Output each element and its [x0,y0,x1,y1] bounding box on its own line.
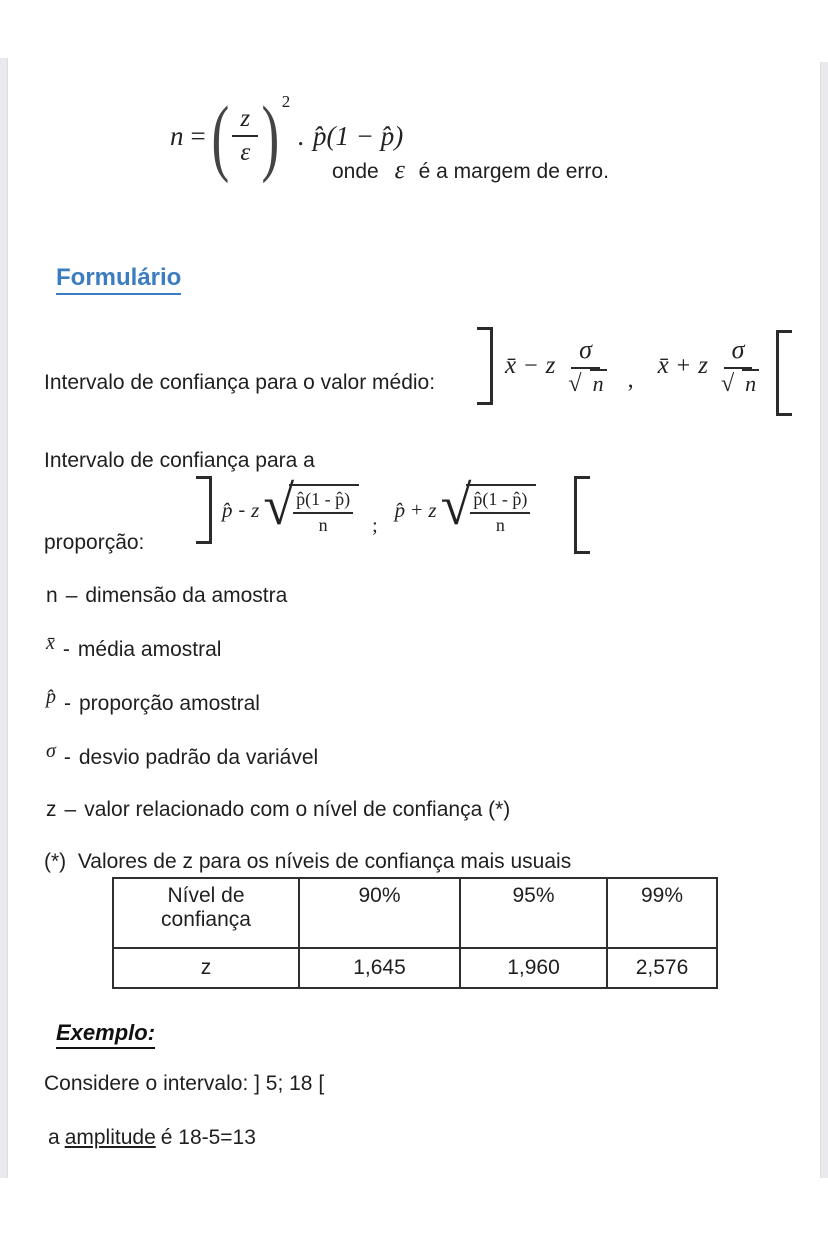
symbol-sigma: σ [46,740,56,762]
cell-z-90: 1,645 [299,948,460,988]
header-90: 90% [299,878,460,948]
epsilon-symbol: ε [394,155,405,184]
close-interval-bracket [776,330,792,416]
sample-size-formula: n = ( $\frac{z}{\varepsilon}$ ) 2 . p̂(1 − p̂) [170,88,404,184]
p-hat: p̂ [394,497,406,522]
prop-interval-label-line1: Intervalo de confiança para a [44,449,315,472]
amplitude-prefix: a [48,1126,60,1149]
radical-sign: √ [263,475,295,537]
minus-sign: - [238,498,246,521]
p-hat-expression: p̂(1 − p̂) [313,120,404,151]
radicand-denominator: n [495,515,505,535]
sqrt-p-expression [440,475,537,537]
definition-text: média amostral [77,638,222,661]
symbol-n: n [46,584,58,607]
open-interval-bracket [477,327,493,405]
cell-z-99: 2,576 [607,948,717,988]
margin-of-error-note [332,155,609,185]
radicand-denominator: n [318,515,328,535]
prop-upper-bound [393,475,539,537]
section-heading: Formulário [56,264,181,295]
radicand-numerator: p̂(1 - p̂) [470,489,530,514]
section-heading-wrap [56,264,181,295]
prop-interval-formula [196,466,590,554]
minus-sign: − [524,352,538,379]
z-table-caption: (*) Valores de z para os níveis de confiança mais usuais [44,850,572,873]
page-gutter-left [0,58,8,1178]
plus-sign: + [411,498,423,521]
definition-sigma: σ - desvio padrão da variável [46,740,319,769]
z-over-epsilon-fraction [232,105,258,167]
p-hat: p̂ [222,497,233,522]
example-interval-line: Considere o intervalo: ] 5; 18 [ [44,1072,325,1095]
definition-text: valor relacionado com o nível de confiança (*) [84,798,511,821]
equals-sign: = [190,120,206,151]
mean-lower-bound [503,335,614,398]
sigma-over-sqrt-n: $\frac{\sigma}{√ n}$ [715,335,761,398]
radical-sign: √ [720,370,735,397]
z-coef: z [545,352,556,379]
z-coef: z [428,497,437,522]
definition-p-hat: p̂ - proporção amostral [46,686,260,715]
definition-text: proporção amostral [79,692,260,715]
x-bar: x̄ [505,352,517,379]
note-word: onde [332,160,379,183]
radical-sign: √ [440,475,472,537]
definition-z: z – valor relacionado com o nível de confiança (*) [46,798,511,821]
formula-lhs: n [170,120,184,151]
example-heading-wrap [56,1020,155,1049]
definition-n: n – dimensão da amostra [46,584,288,607]
mean-interval-label: Intervalo de confiança para o valor médio: [44,371,436,394]
plus-sign: + [676,352,691,379]
symbol-p-hat: p̂ [46,686,56,708]
symbol-x-bar: x̄ [46,632,55,654]
definition-text: dimensão da amostra [85,584,288,607]
sigma-over-sqrt-n: $\frac{\sigma}{√ n}$ [562,335,608,398]
fraction-numerator: z [232,105,258,137]
cell-z-label: z [113,948,299,988]
z-coef: z [698,352,708,379]
multiplication-dot: . [297,120,304,151]
table-header-row [113,878,717,948]
mean-upper-bound [656,335,767,398]
definition-x-bar: x̄ - média amostral [46,632,222,661]
symbol-z: z [46,798,57,821]
sqrt-p-expression [263,475,359,537]
semicolon-separator: ; [372,514,378,537]
example-amplitude-line [48,1126,256,1150]
prop-interval-label-line2: proporção: [44,531,145,554]
note-rest: é a margem de erro. [418,160,609,183]
cell-z-95: 1,960 [460,948,607,988]
page-gutter-right [820,62,828,1178]
fraction-denominator: ε [240,139,251,166]
amplitude-suffix: é 18-5=13 [160,1126,256,1149]
table-z-row [113,948,717,988]
header-confidence-level: Nível de confiança [113,878,299,948]
z-values-table [112,877,718,989]
mean-interval-formula [477,316,792,416]
definition-text: desvio padrão da variável [78,746,319,769]
open-interval-bracket [196,476,212,544]
close-interval-bracket [574,476,590,554]
comma-separator: , [627,366,634,393]
prop-lower-bound [220,475,361,537]
amplitude-word: amplitude [64,1126,156,1149]
exponent: 2 [281,92,291,111]
example-heading: Exemplo: [56,1020,155,1049]
header-99: 99% [607,878,717,948]
z-coef: z [251,497,260,522]
radical-sign: √ [568,370,582,397]
header-95: 95% [460,878,607,948]
radicand-numerator: p̂(1 - p̂) [293,489,353,514]
x-bar: x̄ [657,352,669,379]
